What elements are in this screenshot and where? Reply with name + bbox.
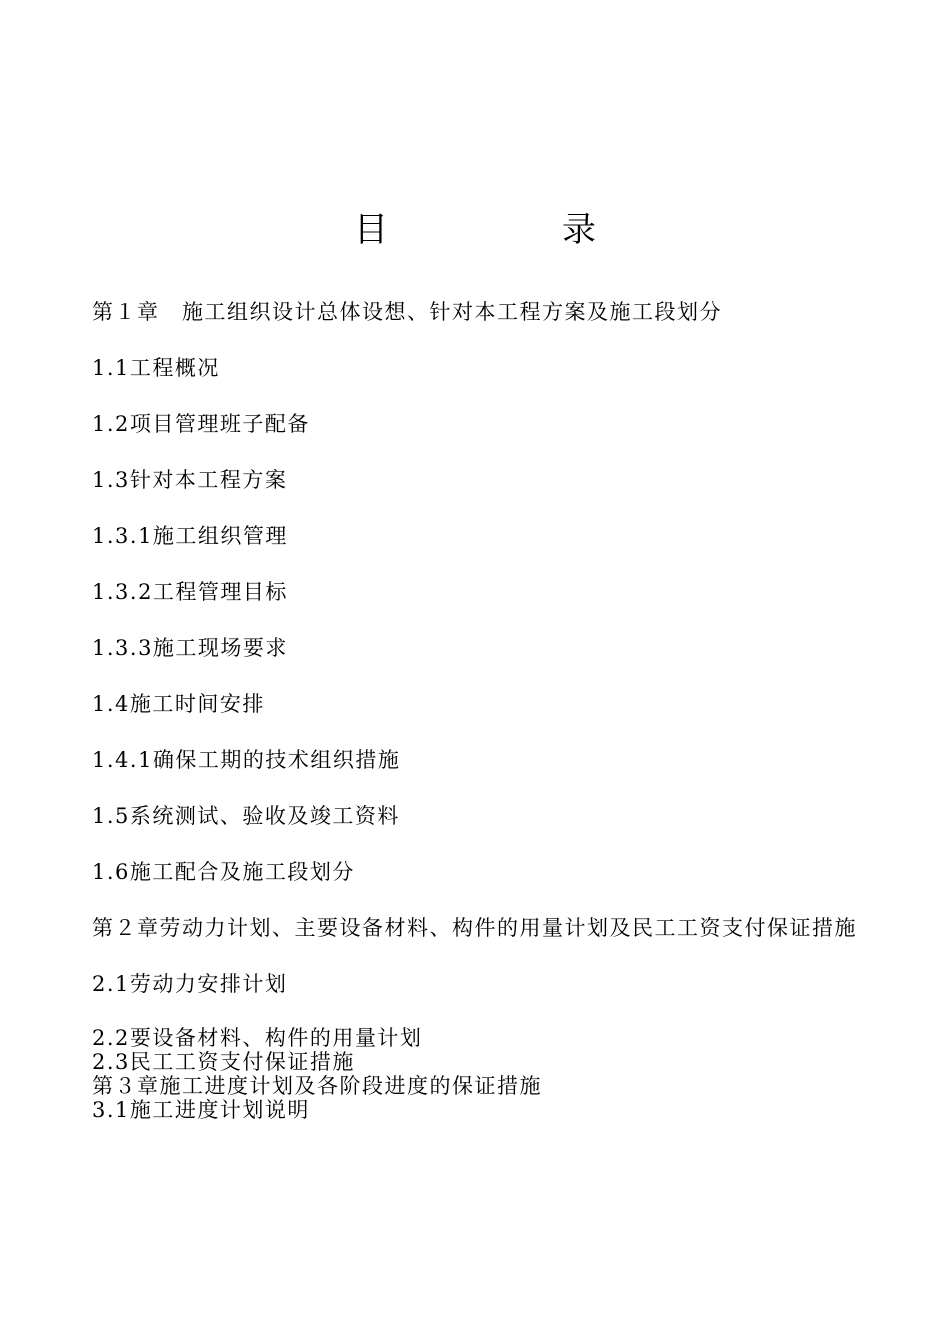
toc-entry-1-3: 1.3针对本工程方案 [92,468,288,492]
toc-entry-1-3-2: 1.3.2工程管理目标 [92,580,288,604]
toc-entry-1-6: 1.6施工配合及施工段划分 [92,860,355,884]
toc-entry-1-1: 1.1工程概况 [92,356,220,380]
toc-entry-chapter-3: 第３章施工进度计划及各阶段进度的保证措施 [92,1074,542,1098]
toc-entry-1-2: 1.2项目管理班子配备 [92,412,310,436]
toc-entry-1-3-3: 1.3.3施工现场要求 [92,636,288,660]
toc-entry-3-1: 3.1施工进度计划说明 [92,1098,310,1122]
toc-entry-chapter-1: 第１章 施工组织设计总体设想、针对本工程方案及施工段划分 [92,300,722,324]
toc-entry-1-5: 1.5系统测试、验收及竣工资料 [92,804,400,828]
toc-entry-1-4: 1.4施工时间安排 [92,692,265,716]
toc-list [92,298,932,1122]
toc-entry-chapter-2: 第２章劳动力计划、主要设备材料、构件的用量计划及民工工资支付保证措施 [92,916,857,940]
toc-entry-2-3: 2.3民工工资支付保证措施 [92,1050,355,1074]
toc-entry-2-1: 2.1劳动力安排计划 [92,972,288,996]
toc-entry-2-2: 2.2要设备材料、构件的用量计划 [92,1026,423,1050]
toc-entry-1-3-1: 1.3.1施工组织管理 [92,524,288,548]
toc-entry-1-4-1: 1.4.1确保工期的技术组织措施 [92,748,401,772]
toc-title: 目 录 [354,210,666,250]
